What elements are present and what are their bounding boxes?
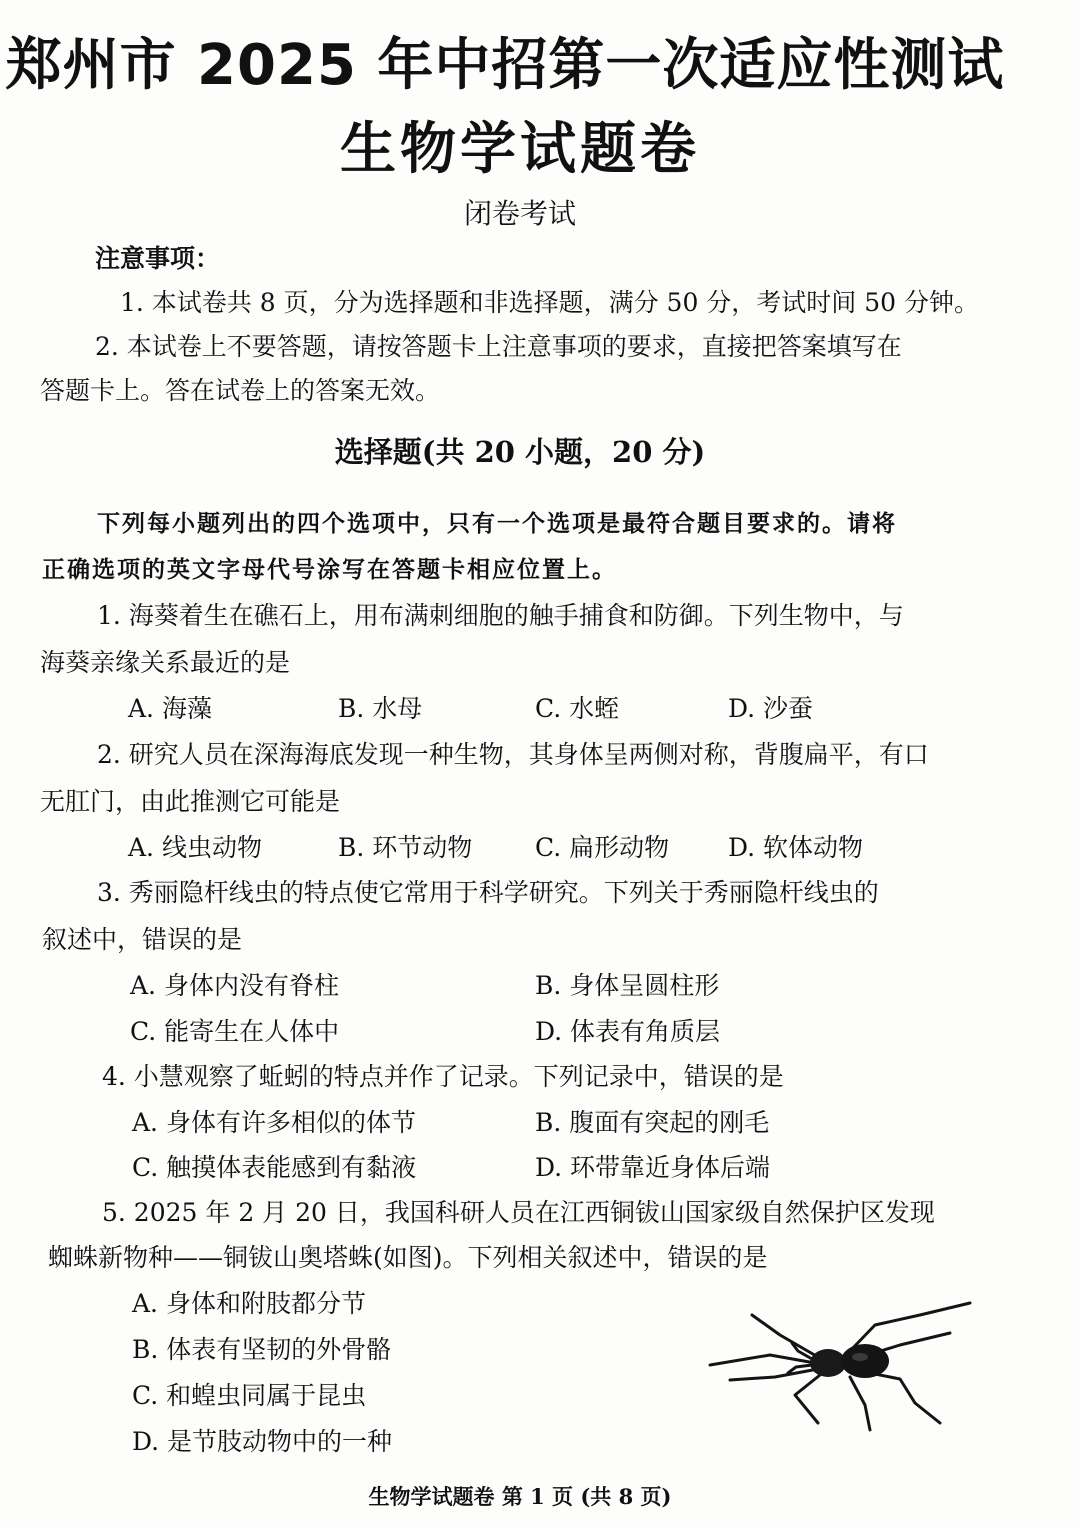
notice-heading: 注意事项： [95, 244, 221, 273]
question-4-stem: 4. 小慧观察了蚯蚓的特点并作了记录。下列记录中，错误的是 [102, 1062, 784, 1091]
page-footer: 生物学试题卷 第 1 页 (共 8 页) [368, 1484, 672, 1509]
question-1-option-d: D. 沙蚕 [728, 694, 814, 723]
notice-item-1: 1. 本试卷共 8 页，分为选择题和非选择题，满分 50 分，考试时间 50 分钟。 [120, 288, 980, 317]
question-2-stem-cont: 无肛门，由此推测它可能是 [40, 787, 341, 816]
question-2-stem: 2. 研究人员在深海海底发现一种生物，其身体呈两侧对称，背腹扁平，有口 [97, 740, 929, 769]
question-1-option-b: B. 水母 [338, 694, 423, 723]
question-3-option-a: A. 身体内没有脊柱 [130, 971, 339, 1000]
section-instruction-cont: 正确选项的英文字母代号涂写在答题卡相应位置上。 [42, 556, 617, 583]
question-5-stem: 5. 2025 年 2 月 20 日，我国科研人员在江西铜钹山国家级自然保护区发现 [102, 1198, 935, 1227]
question-3-option-d: D. 体表有角质层 [535, 1017, 721, 1046]
notice-item-2-cont: 答题卡上。答在试卷上的答案无效。 [40, 376, 441, 405]
notice-item-2: 2. 本试卷上不要答题，请按答题卡上注意事项的要求，直接把答案填写在 [95, 332, 902, 361]
exam-title: 郑州市 2025 年中招第一次适应性测试 [5, 33, 1005, 98]
question-2-option-a: A. 线虫动物 [128, 833, 262, 862]
question-3-stem-cont: 叙述中，错误的是 [42, 925, 243, 954]
question-2-option-c: C. 扁形动物 [535, 833, 670, 862]
section-instruction: 下列每小题列出的四个选项中，只有一个选项是最符合题目要求的。请将 [97, 510, 897, 537]
question-2-option-b: B. 环节动物 [338, 833, 473, 862]
question-5-option-a: A. 身体和附肢都分节 [132, 1289, 366, 1318]
question-4-option-b: B. 腹面有突起的刚毛 [535, 1108, 770, 1137]
question-5-option-c: C. 和蝗虫同属于昆虫 [132, 1381, 367, 1410]
exam-mode: 闭卷考试 [463, 197, 576, 230]
question-3-option-b: B. 身体呈圆柱形 [535, 971, 720, 1000]
question-5-option-b: B. 体表有坚韧的外骨骼 [132, 1335, 392, 1364]
question-1-stem-cont: 海葵亲缘关系最近的是 [40, 648, 291, 677]
question-3-option-c: C. 能寄生在人体中 [130, 1017, 340, 1046]
section-heading: 选择题(共 20 小题，20 分) [334, 435, 706, 469]
question-1-option-c: C. 水蛭 [535, 694, 620, 723]
question-1-option-a: A. 海藻 [128, 694, 212, 723]
question-3-stem: 3. 秀丽隐杆线虫的特点使它常用于科学研究。下列关于秀丽隐杆线虫的 [97, 878, 879, 907]
question-4-option-a: A. 身体有许多相似的体节 [132, 1108, 416, 1137]
question-4-option-c: C. 触摸体表能感到有黏液 [132, 1153, 417, 1182]
question-5-stem-cont: 蜘蛛新物种——铜钹山奥塔蛛(如图)。下列相关叙述中，错误的是 [48, 1243, 768, 1272]
subject-title: 生物学试题卷 [340, 117, 700, 182]
question-2-option-d: D. 软体动物 [728, 833, 864, 862]
spider-illustration [700, 1295, 980, 1435]
question-5-option-d: D. 是节肢动物中的一种 [132, 1427, 393, 1456]
question-1-stem: 1. 海葵着生在礁石上，用布满刺细胞的触手捕食和防御。下列生物中，与 [97, 601, 904, 630]
question-4-option-d: D. 环带靠近身体后端 [535, 1153, 771, 1182]
